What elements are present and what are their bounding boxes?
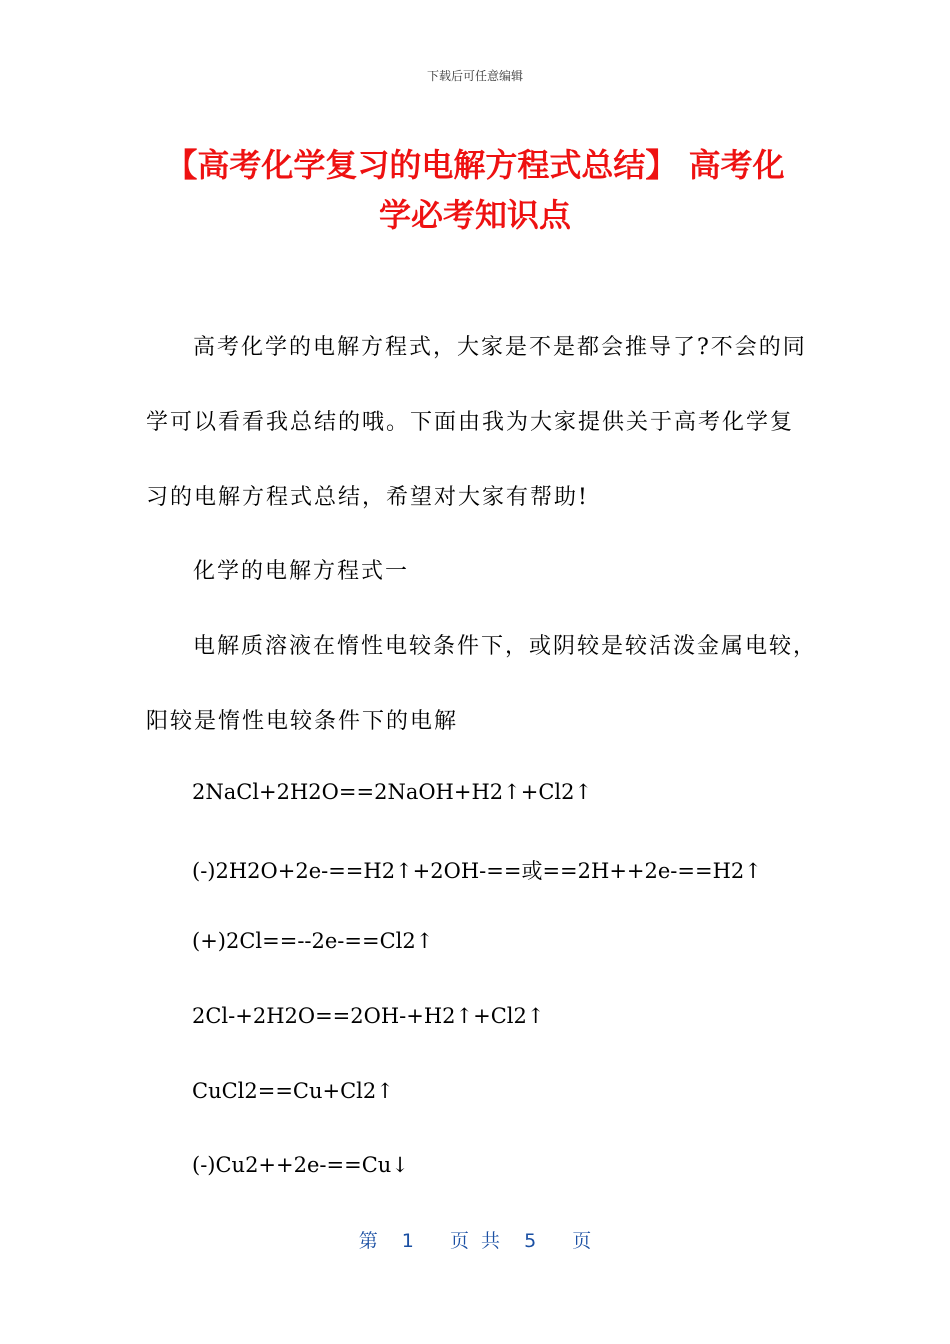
page-number: 第 1 页 共 5 页 bbox=[358, 1230, 592, 1252]
formula-line: (-)2H2O+2e-==H2↑+2OH-==或==2H++2e-==H2↑ bbox=[192, 859, 762, 883]
condition-line-2: 阳较是惰性电较条件下的电解 bbox=[146, 709, 459, 734]
header-note: 下载后可任意编辑 bbox=[426, 69, 523, 83]
formula-line: 2NaCl+2H2O==2NaOH+H2↑+Cl2↑ bbox=[192, 780, 593, 804]
condition-line-1: 电解质溶液在惰性电较条件下，或阴较是较活泼金属电较， bbox=[193, 634, 818, 659]
document-title bbox=[120, 140, 830, 240]
intro-line-3: 习的电解方程式总结，希望对大家有帮助! bbox=[146, 485, 589, 510]
formula-line: CuCl2==Cu+Cl2↑ bbox=[192, 1079, 394, 1103]
title-line-1: 【高考化学复习的电解方程式总结】 高考化 bbox=[165, 146, 785, 184]
intro-line-2: 学可以看看我总结的哦。下面由我为大家提供关于高考化学复 bbox=[146, 410, 795, 435]
intro-line-1: 高考化学的电解方程式，大家是不是都会推导了?不会的同 bbox=[193, 335, 807, 360]
formula-line: (+)2Cl==--2e-==Cl2↑ bbox=[192, 929, 434, 953]
formula-line: 2Cl-+2H2O==2OH-+H2↑+Cl2↑ bbox=[192, 1004, 545, 1028]
section-heading: 化学的电解方程式一 bbox=[193, 559, 410, 584]
formula-line: (-)Cu2++2e-==Cu↓ bbox=[192, 1153, 409, 1177]
title-line-2: 学必考知识点 bbox=[378, 196, 571, 234]
